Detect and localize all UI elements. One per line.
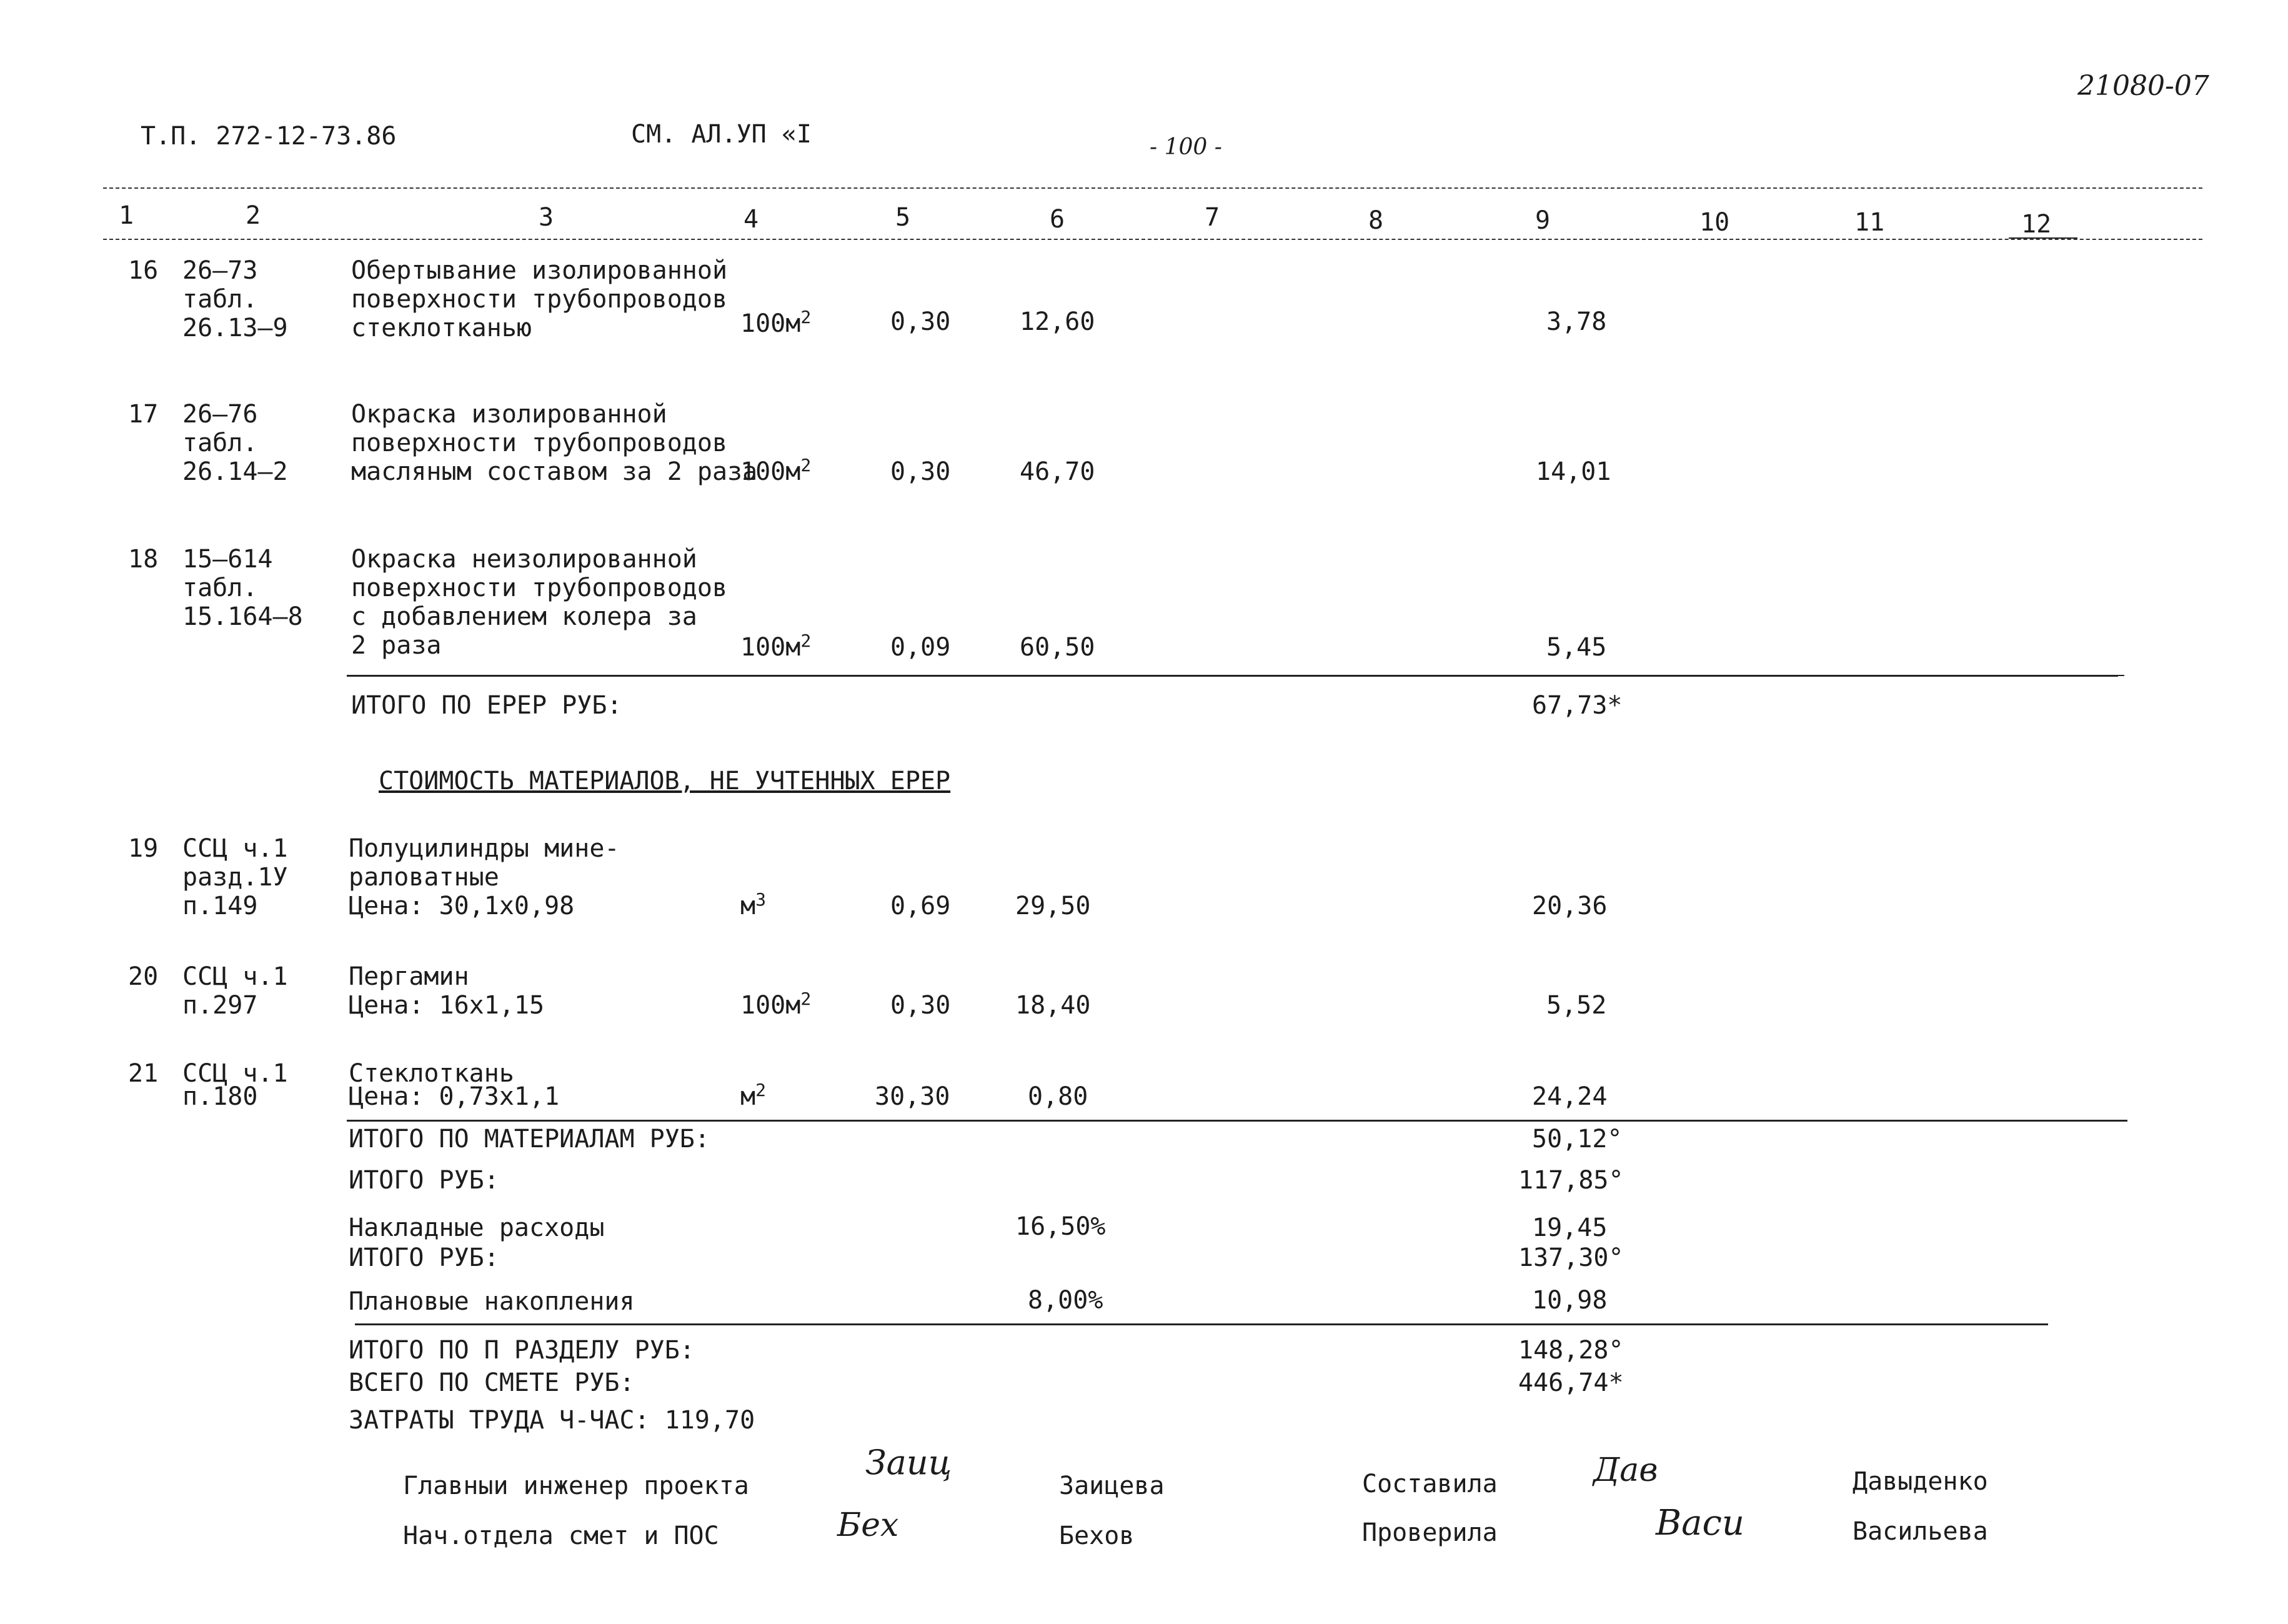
work-name: с добавлением колера за: [351, 602, 697, 631]
row-number: 21: [128, 1059, 159, 1088]
material-name: Стеклоткань: [349, 1059, 514, 1088]
overhead-value: 19,45: [1532, 1213, 1608, 1242]
subtotal-rule-tick: [2106, 675, 2124, 676]
norm-code: 26–76: [182, 400, 258, 429]
total-label: ИТОГО РУБ:: [349, 1243, 499, 1272]
material-name: Цена: 0,73х1,1: [349, 1082, 560, 1111]
quantity: 0,30: [890, 307, 951, 336]
page-number: - 100 -: [1150, 134, 1222, 160]
material-name: раловатные: [349, 863, 499, 892]
work-name: Окраска неизолированной: [351, 545, 697, 574]
profit-rate: 8,00%: [1028, 1286, 1103, 1315]
work-name: стеклотканью: [351, 314, 532, 342]
norm-code: табл.: [182, 285, 258, 314]
row-total: 24,24: [1532, 1082, 1608, 1111]
quantity: 30,30: [875, 1082, 950, 1111]
quantity: 0,30: [890, 991, 951, 1020]
subtotal-erer-label: ИТОГО ПО ЕРЕР РУБ:: [351, 691, 622, 720]
norm-code: табл.: [182, 429, 258, 457]
row-total: 3,78: [1546, 307, 1607, 336]
quantity: 0,69: [890, 892, 951, 920]
checked-name: Васильева: [1853, 1517, 1988, 1546]
unit: $м^2$: [740, 1080, 766, 1111]
row-number: 17: [128, 400, 159, 429]
total-label: ИТОГО РУБ:: [349, 1166, 499, 1195]
materials-heading: СТОИМОСТЬ МАТЕРИАЛОВ, НЕ УЧТЕННЫХ ЕРЕР: [379, 767, 951, 795]
work-name: Окраска изолированной: [351, 400, 667, 429]
column-number: 1: [119, 201, 134, 230]
norm-code: разд.1У: [182, 863, 288, 892]
column-number: 7: [1205, 203, 1220, 232]
material-name: Цена: 16х1,15: [349, 991, 545, 1020]
materials-total-rule: [347, 1120, 2127, 1122]
work-name: поверхности трубопроводов: [351, 574, 728, 602]
grand-total-label: ВСЕГО ПО СМЕТЕ РУБ:: [349, 1368, 635, 1397]
chief-engineer-name: Заицева: [1059, 1472, 1165, 1500]
unit: $100м^2$: [740, 455, 812, 486]
norm-code: 26.14–2: [182, 457, 288, 486]
column-number: 10: [1699, 208, 1730, 237]
column-number: 11: [1854, 208, 1885, 237]
quantity: 0,09: [890, 633, 951, 662]
section-total-value: 148,28°: [1518, 1336, 1624, 1365]
profit-label: Плановые накопления: [349, 1287, 635, 1316]
row-number: 16: [128, 256, 159, 285]
column-number: 9: [1535, 206, 1551, 235]
document-code: Т.П. 272-12-73.86: [141, 122, 397, 151]
chief-engineer-role: Главныи инженер проекта: [403, 1472, 749, 1500]
column-number: 4: [744, 205, 759, 234]
norm-code: ССЦ ч.1: [182, 834, 288, 863]
norm-code: 15.164–8: [182, 602, 303, 631]
compiled-signature: Дав: [1593, 1452, 1658, 1489]
work-name: поверхности трубопроводов: [351, 285, 728, 314]
unit-price: 46,70: [1020, 457, 1095, 486]
total-value: 117,85°: [1518, 1166, 1624, 1195]
estimate-reference: СМ. АЛ.УП «І: [631, 120, 812, 149]
unit-price: 12,60: [1020, 307, 1095, 336]
subtotal-erer-value: 67,73*: [1532, 691, 1623, 720]
norm-code: 15–614: [182, 545, 273, 574]
unit-price: 60,50: [1020, 633, 1095, 662]
row-total: 5,52: [1546, 991, 1607, 1020]
overhead-label: Накладные расходы: [349, 1213, 605, 1242]
unit: $м^3$: [740, 889, 766, 920]
materials-total-value: 50,12°: [1532, 1125, 1623, 1153]
norm-code: п.180: [182, 1082, 258, 1111]
norm-code: п.297: [182, 991, 258, 1020]
row-total: 14,01: [1536, 457, 1611, 486]
materials-total-label: ИТОГО ПО МАТЕРИАЛАМ РУБ:: [349, 1125, 710, 1153]
labor-total: ЗАТРАТЫ ТРУДА Ч-ЧАС: 119,70: [349, 1406, 755, 1435]
header-top-rule: [103, 187, 2202, 189]
column-number: 5: [895, 203, 911, 232]
norm-code: 26–73: [182, 256, 258, 285]
section-total-rule: [355, 1323, 2048, 1325]
dept-head-role: Нач.отдела смет и ПОС: [403, 1522, 719, 1550]
checked-role: Проверила: [1362, 1518, 1498, 1547]
material-name: Полуцилиндры мине-: [349, 834, 620, 863]
norm-code: 26.13–9: [182, 314, 288, 342]
column-number: 3: [539, 203, 554, 232]
work-name: поверхности трубопроводов: [351, 429, 728, 457]
unit-price: 18,40: [1015, 991, 1091, 1020]
compiled-role: Составила: [1362, 1470, 1498, 1498]
overhead-rate: 16,50%: [1015, 1212, 1106, 1241]
column-number: 12: [2021, 210, 2052, 239]
dept-head-signature: Бех: [837, 1507, 899, 1544]
row-number: 18: [128, 545, 159, 574]
unit: $100м^2$: [740, 307, 812, 338]
stamp-number: 21080-07: [2077, 70, 2209, 102]
work-name: Обертывание изолированной: [351, 256, 728, 285]
total-value: 137,30°: [1518, 1243, 1624, 1272]
unit-price: 0,80: [1028, 1082, 1088, 1111]
chief-engineer-signature: Заиц: [865, 1443, 952, 1482]
compiled-name: Давыденко: [1853, 1467, 1988, 1496]
quantity: 0,30: [890, 457, 951, 486]
unit: $100м^2$: [740, 630, 812, 662]
section-total-label: ИТОГО ПО П РАЗДЕЛУ РУБ:: [349, 1336, 695, 1365]
norm-code: п.149: [182, 892, 258, 920]
column-12-underline: [2009, 237, 2077, 239]
row-total: 20,36: [1532, 892, 1608, 920]
norm-code: ССЦ ч.1: [182, 1059, 288, 1088]
material-name: Цена: 30,1х0,98: [349, 892, 575, 920]
material-name: Пергамин: [349, 962, 469, 991]
dept-head-name: Бехов: [1059, 1522, 1135, 1550]
subtotal-rule: [347, 675, 2118, 677]
norm-code: табл.: [182, 574, 258, 602]
work-name: масляным составом за 2 раза: [351, 457, 758, 486]
row-number: 19: [128, 834, 159, 863]
norm-code: ССЦ ч.1: [182, 962, 288, 991]
profit-value: 10,98: [1532, 1286, 1608, 1315]
column-number: 8: [1368, 206, 1384, 235]
grand-total-value: 446,74*: [1518, 1368, 1624, 1397]
work-name: 2 раза: [351, 631, 442, 660]
checked-signature: Васи: [1656, 1503, 1744, 1543]
column-number: 2: [246, 201, 261, 230]
row-number: 20: [128, 962, 159, 991]
unit: $100м^2$: [740, 989, 812, 1020]
row-total: 5,45: [1546, 633, 1607, 662]
header-bottom-rule: [103, 239, 2202, 240]
column-number: 6: [1050, 205, 1065, 234]
unit-price: 29,50: [1015, 892, 1091, 920]
